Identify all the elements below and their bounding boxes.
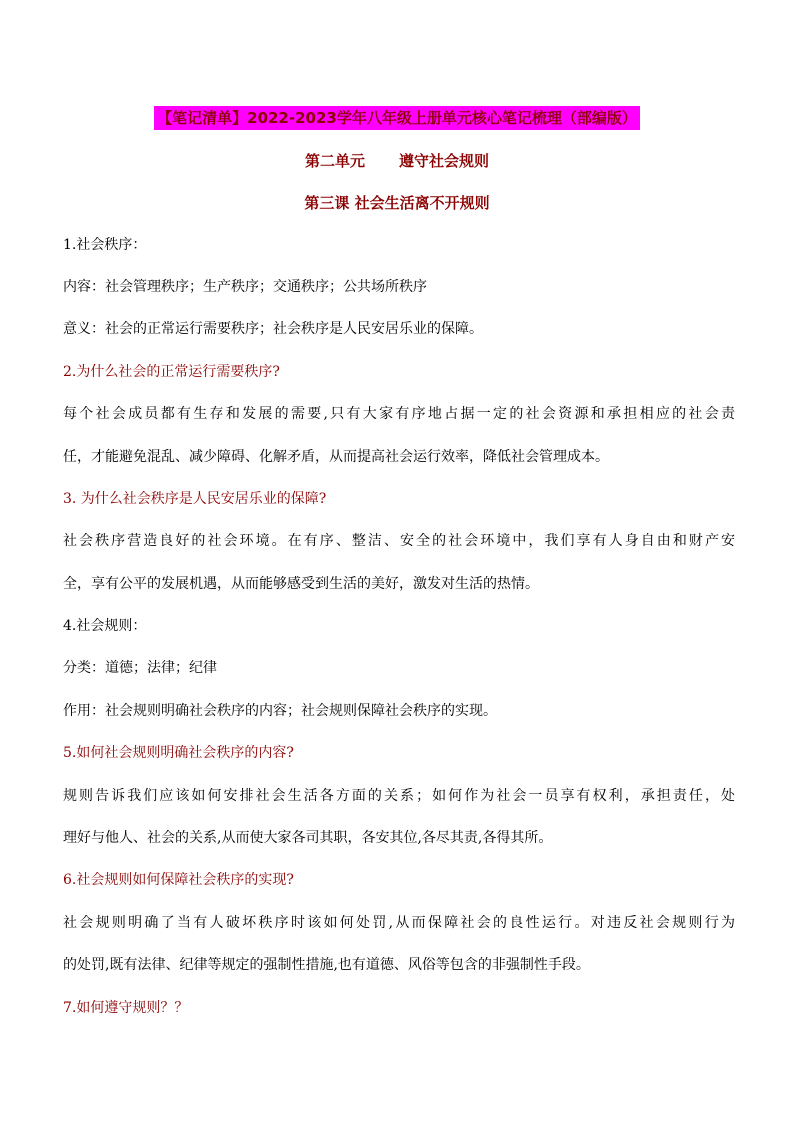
section-2-paragraph-line-2: 任，才能避免混乱、减少障碍、化解矛盾，从而提高社会运行效率，降低社会管理成本。 [63,449,609,465]
banner-wrap [0,106,794,130]
lesson-heading: 第三课 社会生活离不开规则 [304,194,490,212]
section-5-title: 5.如何社会规则明确社会秩序的内容? [63,745,294,761]
section-7-title: 7.如何遵守规则？？ [63,1000,189,1016]
section-6-paragraph-line-2: 的处罚,既有法律、纪律等规定的强制性措施,也有道德、风俗等包含的非强制性手段。 [63,957,590,973]
document-banner: 【笔记清单】2022-2023学年八年级上册单元核心笔记梳理（部编版） [154,106,640,130]
section-2-title: 2.为什么社会的正常运行需要秩序? [63,364,280,380]
unit-heading [0,150,794,171]
section-3-title: 3. 为什么社会秩序是人民安居乐业的保障? [63,491,327,507]
section-1-meaning: 意义：社会的正常运行需要秩序；社会秩序是人民安居乐业的保障。 [63,321,483,337]
section-3-paragraph-line-2: 全，享有公平的发展机遇，从而能够感受到生活的美好，激发对生活的热情。 [63,576,539,592]
section-4-title: 4.社会规则： [63,618,147,634]
section-5-paragraph-line-2: 理好与他人、社会的关系,从而使大家各司其职，各安其位,各尽其责,各得其所。 [63,830,553,846]
section-5-paragraph-line-1: 规则告诉我们应该如何安排社会生活各方面的关系；如何作为社会一员享有权利，承担责任，处 [63,788,735,804]
section-6-paragraph-line-1: 社会规则明确了当有人破坏秩序时该如何处罚,从而保障社会的良性运行。对违反社会规则行为 [63,915,735,931]
section-1-content: 内容：社会管理秩序；生产秩序；交通秩序；公共场所秩序 [63,279,427,295]
section-3-paragraph-line-1: 社会秩序营造良好的社会环境。在有序、整洁、安全的社会环境中，我们享有人身自由和财产安 [63,533,735,549]
section-2-paragraph-line-1: 每个社会成员都有生存和发展的需要,只有大家有序地占据一定的社会资源和承担相应的社会责 [63,406,735,422]
unit-number: 第二单元 [304,152,365,170]
section-4-classification: 分类：道德；法律；纪律 [63,660,217,676]
section-4-role: 作用：社会规则明确社会秩序的内容；社会规则保障社会秩序的实现。 [63,703,497,719]
section-1-title: 1.社会秩序： [63,237,147,253]
unit-title: 遵守社会规则 [399,152,490,170]
section-6-title: 6.社会规则如何保障社会秩序的实现? [63,872,294,888]
